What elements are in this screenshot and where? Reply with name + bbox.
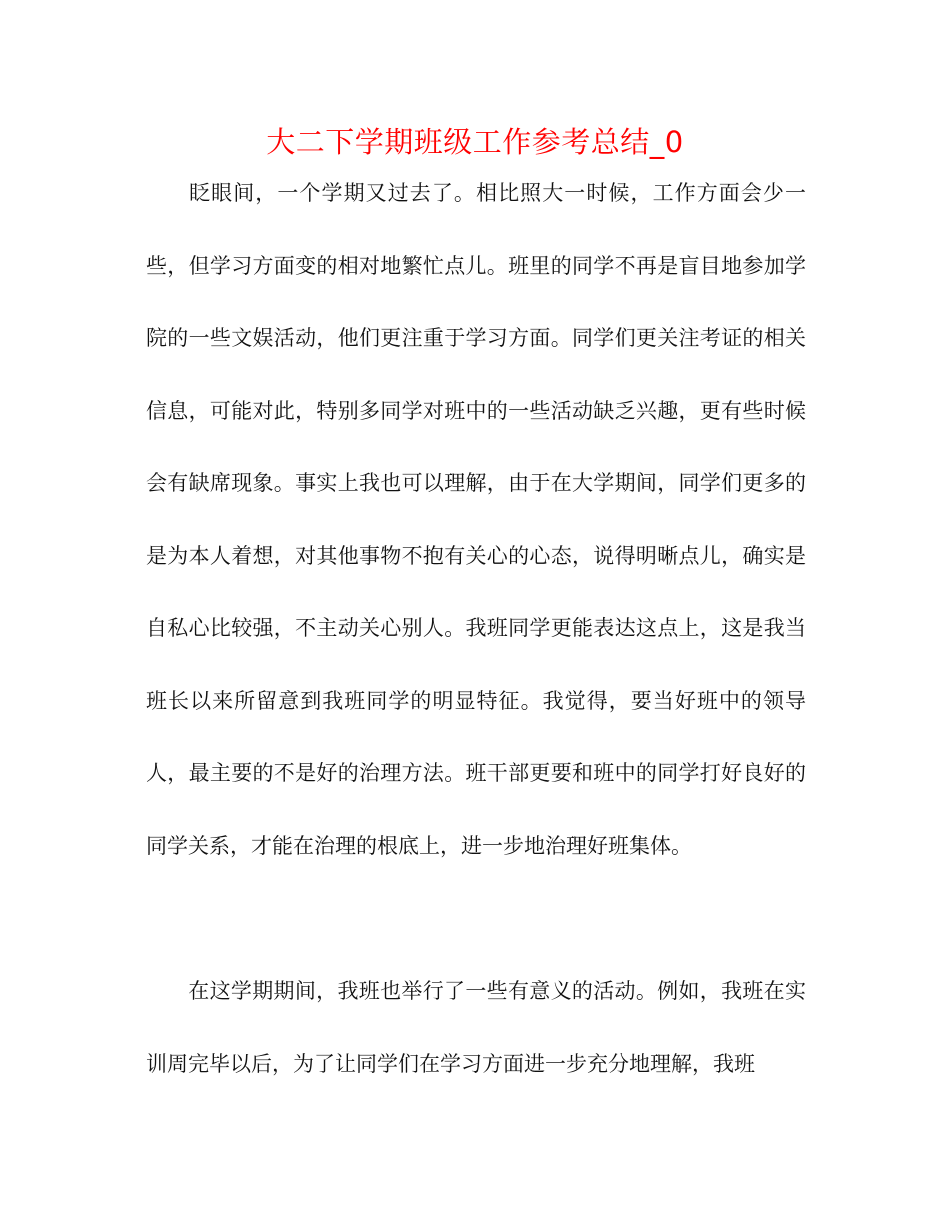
paragraph-1 [146, 157, 806, 882]
document-title: 大二下学期班级工作参考总结_0 [266, 125, 684, 159]
paragraph-2 [146, 955, 806, 1100]
paragraph-1-text: 眨眼间，一个学期又过去了。相比照大一时候，工作方面会少一些，但学习方面变的相对地繁忙点儿。班里的同学不再是盲目地参加学院的一些文娱活动，他们更注重于学习方面。同学们更关注考证的相关信息，可能对此，特别多同学对班中的一些活动缺乏兴趣，更有些时候会有缺席现象。事实上我也可以理解，由于在大学期间，同学们更多的是为本人着想，对其他事物不抱有关心的心态，说得明晰点儿，确实是自私心比较强，不主动关心别人。我班同学更能表达这点上，这是我当班长以来所留意到我班同学的明显特征。我觉得，要当好班中的领导人，最主要的不是好的治理方法。班干部更要和班中的同学打好良好的同学关系，才能在治理的根底上，进一步地治理好班集体。 [146, 181, 806, 858]
paragraph-2-text: 在这学期期间，我班也举行了一些有意义的活动。例如，我班在实训周完毕以后，为了让同学们在学习方面进一步充分地理解，我班 [146, 979, 806, 1076]
